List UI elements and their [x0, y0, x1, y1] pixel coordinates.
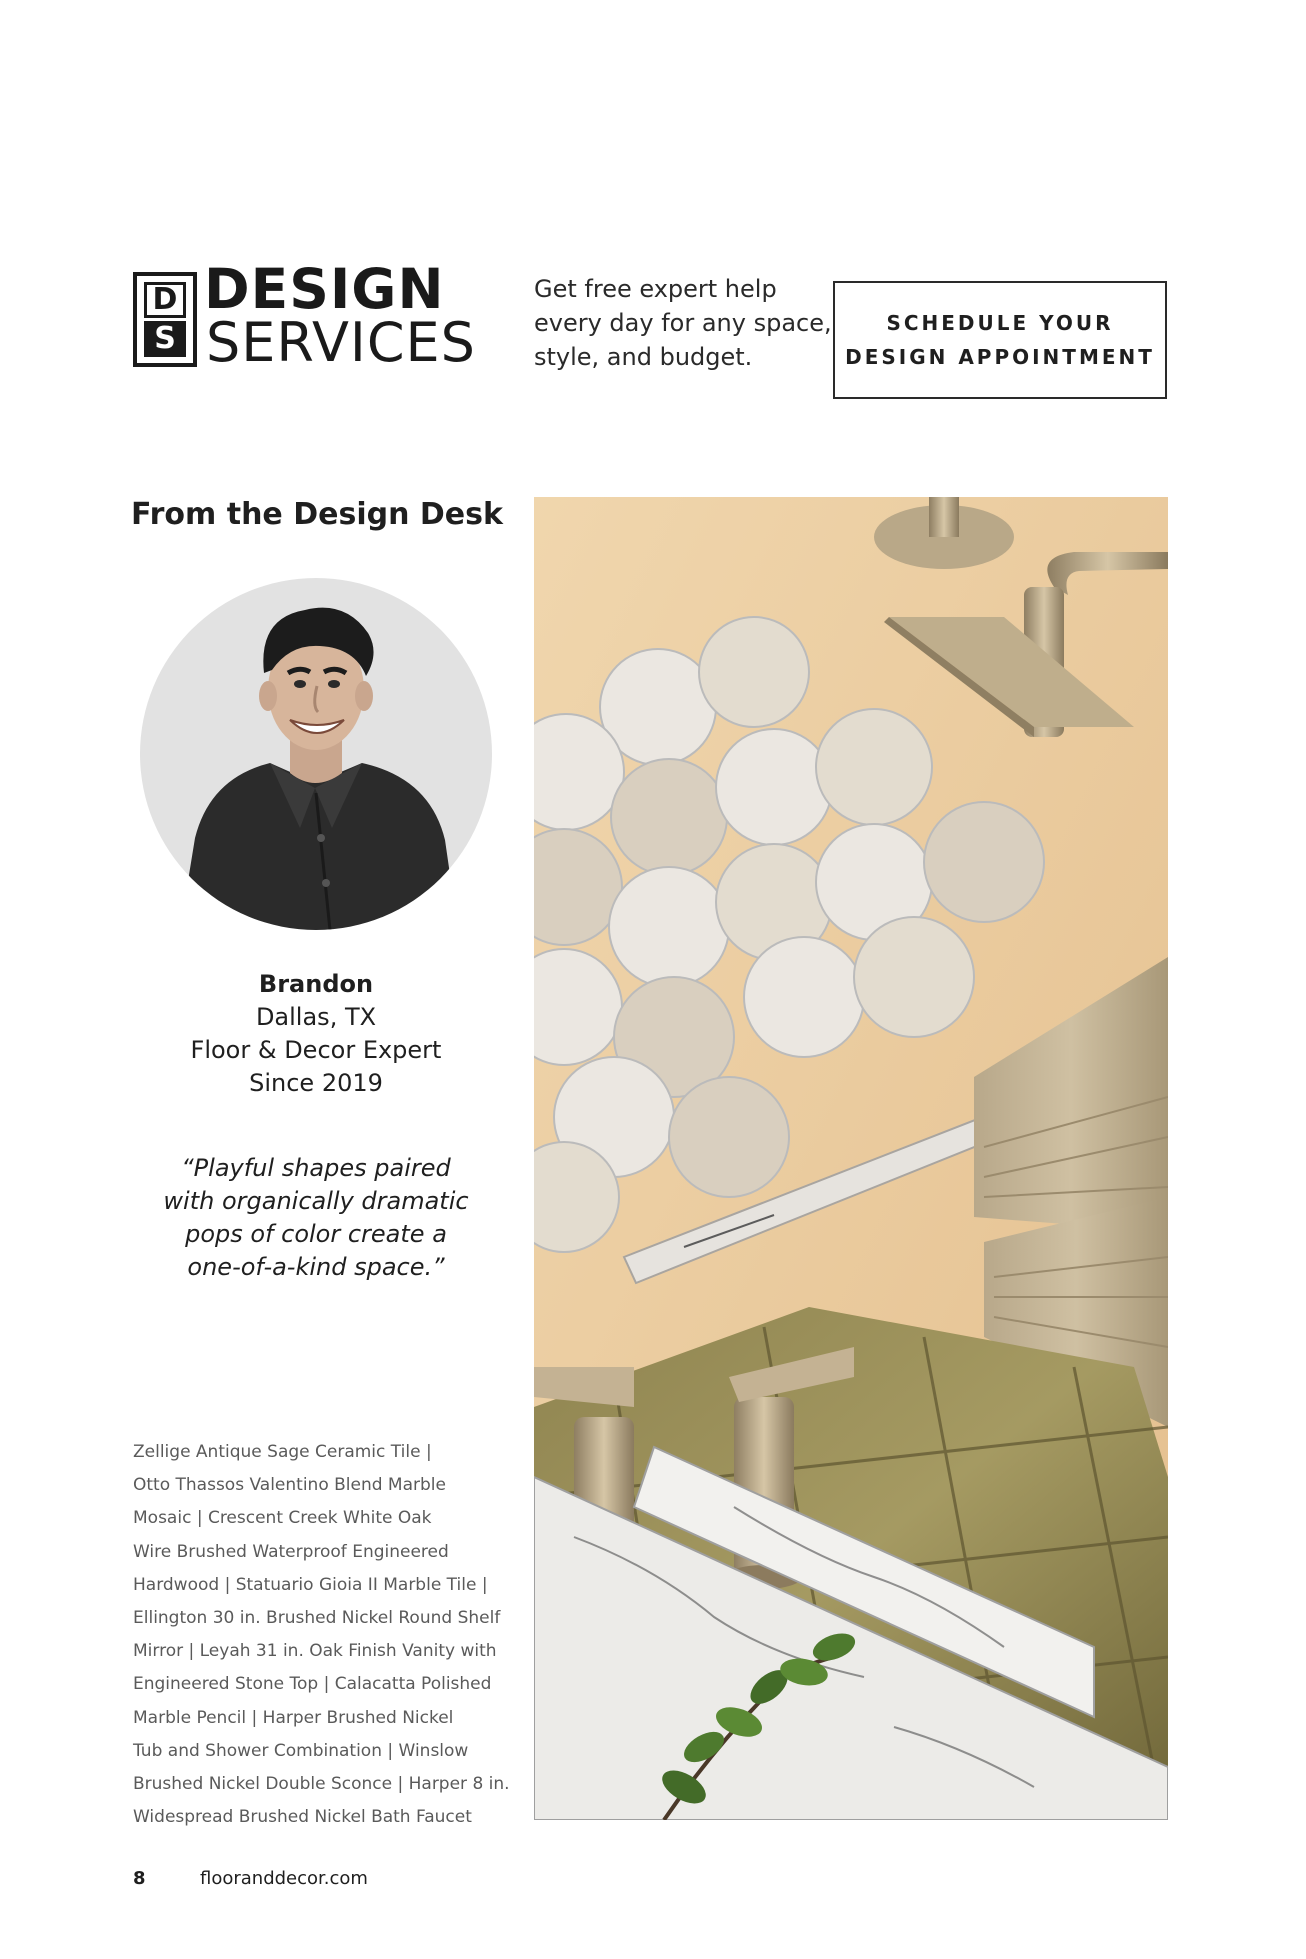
expert-portrait	[140, 578, 492, 930]
expert-location: Dallas, TX	[255, 1003, 377, 1031]
credit-line: Hardwood | Statuario Gioia II Marble Tile |	[133, 1574, 488, 1595]
credit-line: Brushed Nickel Double Sconce | Harper 8 in.	[133, 1773, 510, 1794]
quote-line: pops of color create a	[185, 1220, 447, 1248]
tagline-line: every day for any space,	[534, 309, 832, 337]
tagline-line: style, and budget.	[534, 343, 753, 371]
logo-word-design: DESIGN	[204, 257, 445, 321]
logo-letter-d: D	[144, 282, 186, 318]
quote-line: “Playful shapes paired	[181, 1154, 451, 1182]
tagline-line: Get free expert help	[534, 275, 777, 303]
credit-line: Tub and Shower Combination | Winslow	[133, 1740, 469, 1761]
expert-name: Brandon	[258, 970, 374, 998]
expert-role: Floor & Decor Expert	[190, 1036, 442, 1064]
credit-line: Engineered Stone Top | Calacatta Polished	[133, 1674, 492, 1695]
flatlay-illustration	[534, 497, 1168, 1820]
quote-line: with organically dramatic	[163, 1187, 469, 1215]
expert-quote	[120, 1152, 512, 1284]
credit-line: Zellige Antique Sage Ceramic Tile |	[133, 1442, 432, 1462]
page-number: 8	[133, 1868, 146, 1889]
logo-letter-s: S	[144, 321, 186, 357]
cta-line: SCHEDULE YOUR	[886, 311, 1114, 335]
product-credits	[133, 1436, 513, 1834]
design-services-logo-mark	[133, 272, 197, 367]
section-heading: From the Design Desk	[131, 497, 503, 532]
credit-line: Mosaic | Crescent Creek White Oak	[133, 1508, 432, 1529]
logo-word-services: SERVICES	[206, 311, 476, 374]
tagline	[534, 272, 834, 374]
quote-line: one-of-a-kind space.”	[187, 1253, 445, 1281]
credit-line: Marble Pencil | Harper Brushed Nickel	[133, 1707, 454, 1728]
cta-line: DESIGN APPOINTMENT	[845, 345, 1155, 369]
expert-since: Since 2019	[249, 1069, 383, 1097]
product-flatlay-photo	[534, 497, 1168, 1820]
credit-line: Otto Thassos Valentino Blend Marble	[133, 1475, 446, 1496]
credit-line: Wire Brushed Waterproof Engineered	[133, 1541, 449, 1562]
site-url-link[interactable]: flooranddecor.com	[200, 1868, 368, 1889]
schedule-appointment-button[interactable]	[833, 281, 1167, 399]
expert-portrait-illustration	[140, 578, 492, 930]
credit-line: Mirror | Leyah 31 in. Oak Finish Vanity with	[133, 1641, 497, 1662]
expert-bio	[140, 968, 492, 1100]
credit-line: Ellington 30 in. Brushed Nickel Round Shelf	[133, 1607, 501, 1628]
credit-line: Widespread Brushed Nickel Bath Faucet	[133, 1807, 472, 1828]
